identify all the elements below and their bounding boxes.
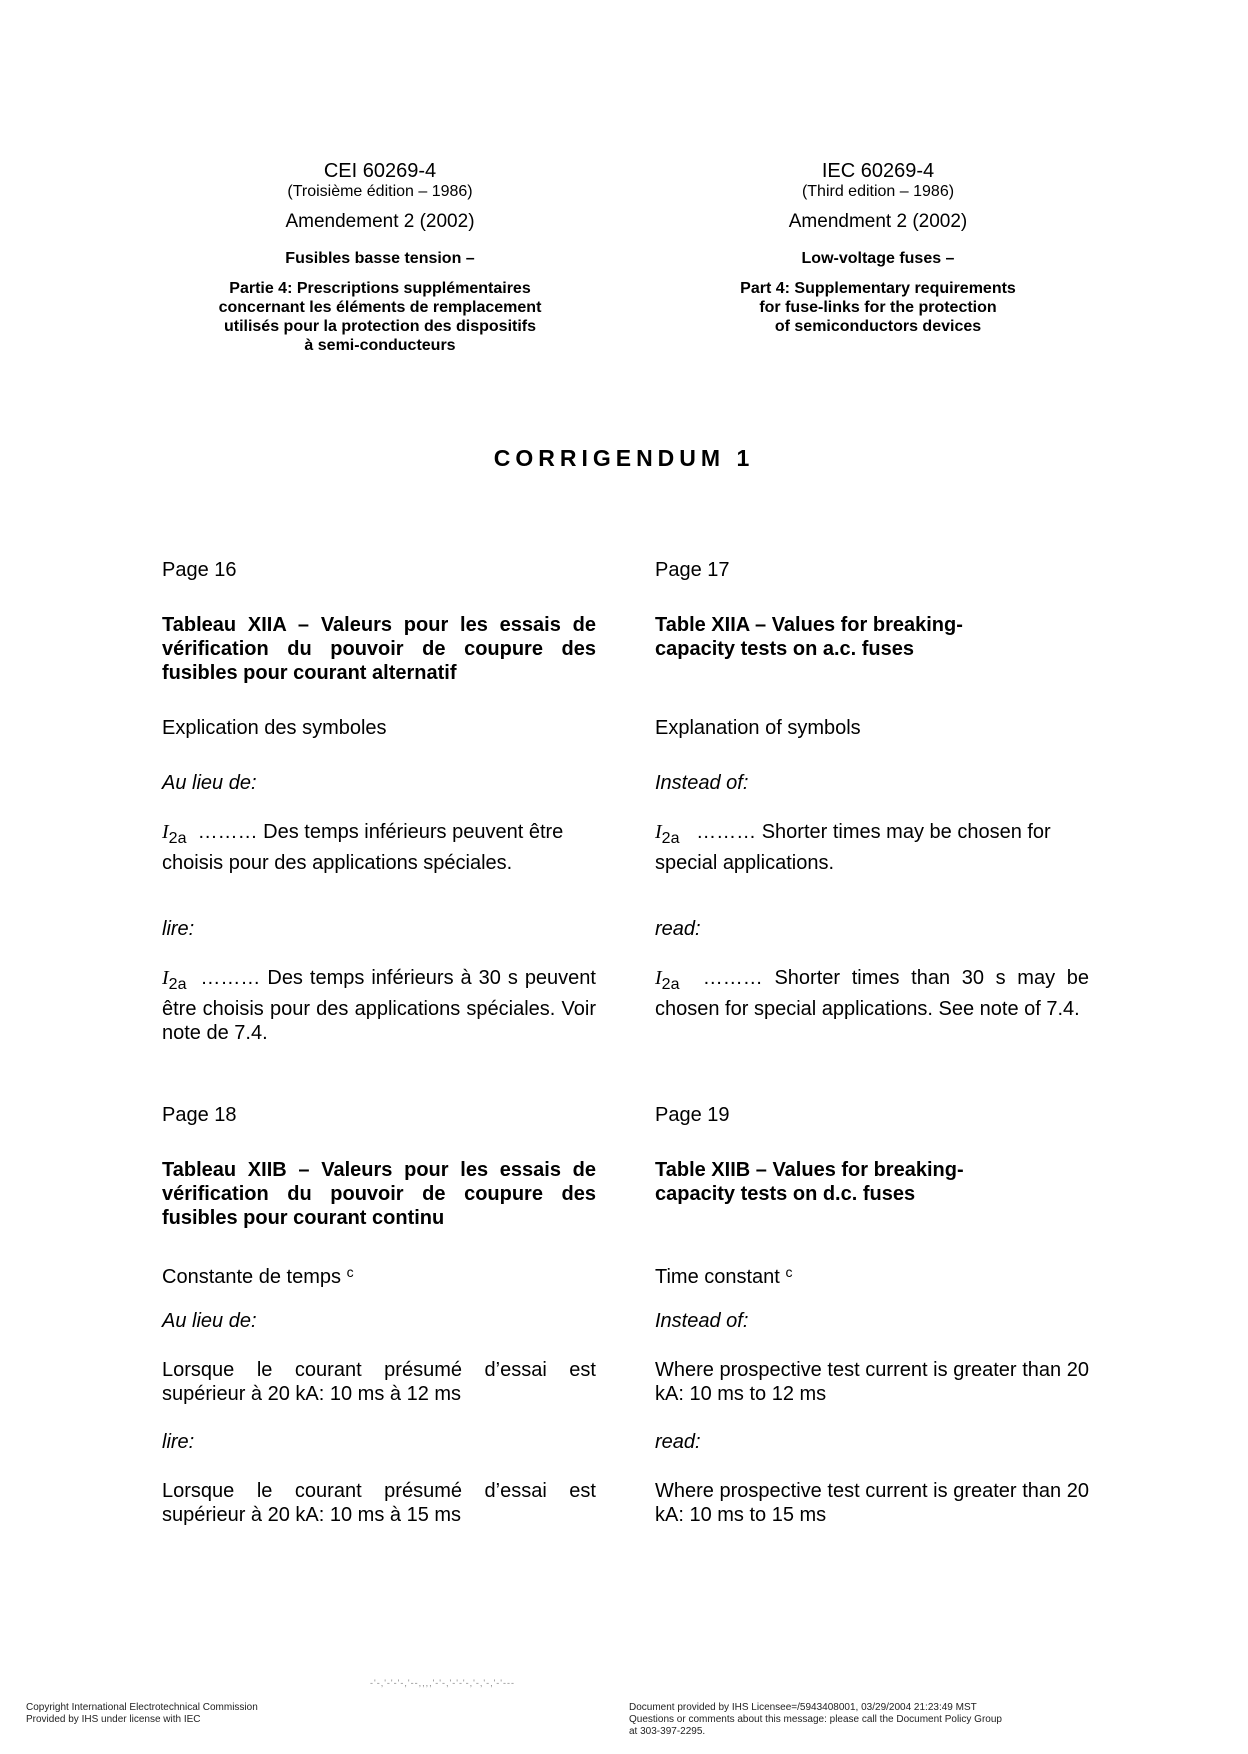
table-heading: Tableau XIIA – Valeurs pour les essais de vérification du pouvoir de coupure des fusibles pour courant alternatif [162, 614, 596, 684]
symbol-i2a: $I_{2a}$ [162, 821, 187, 847]
instead-label: Au lieu de: [162, 772, 257, 794]
document-title: CORRIGENDUM 1 [493, 445, 755, 471]
part-line: Part 4: Supplementary requirements [740, 280, 1016, 297]
subject-en: Low-voltage fuses – [801, 250, 955, 267]
part-line: à semi-conducteurs [304, 337, 456, 354]
amendment-fr: Amendement 2 (2002) [285, 211, 475, 232]
table-heading: Table XIIB – Values for breaking-capacity tests on d.c. fuses [655, 1159, 964, 1205]
part-line: Partie 4: Prescriptions supplémentaires [229, 280, 531, 297]
instead-label: Au lieu de: [162, 1310, 257, 1332]
page-number: Page 16 [162, 559, 237, 581]
read-label: read: [655, 1431, 701, 1453]
standard-ref-fr: CEI 60269-4 [323, 160, 437, 182]
read-label: lire: [162, 1431, 195, 1453]
scan-marks: -'-,'-'-'-,'--,,,,'-'-,'-'-'-,'-,'-,'-'--- [370, 1678, 516, 1688]
header-fr [170, 160, 590, 355]
symbol-i2a: $I_{2a}$ [655, 967, 680, 993]
footer-line: Questions or comments about this message: please call the Document Policy Group [629, 1714, 1002, 1725]
instead-text: Lorsque le courant présumé d’essai est supérieur à 20 kA: 10 ms à 12 ms [162, 1359, 596, 1405]
part-line: for fuse-links for the protection [759, 299, 997, 316]
amendment-en: Amendment 2 (2002) [788, 211, 968, 232]
table-heading: Tableau XIIB – Valeurs pour les essais de vérification du pouvoir de coupure des fusibles pour courant continu [162, 1159, 596, 1229]
header-en [668, 160, 1088, 336]
footer-line: Copyright International Electrotechnical Commission [26, 1702, 258, 1713]
part-line: utilisés pour la protection des dispositifs [223, 318, 537, 335]
page-number: Page 19 [655, 1104, 730, 1126]
footer-line: Document provided by IHS Licensee=/5943408001, 03/29/2004 21:23:49 MST [629, 1702, 977, 1713]
part-line: of semiconductors devices [774, 318, 982, 335]
standard-ref-en: IEC 60269-4 [821, 160, 935, 182]
symbol-i2a: $I_{2a}$ [655, 821, 680, 847]
instead-text: Where prospective test current is greater than 20 kA: 10 ms to 12 ms [655, 1359, 1089, 1405]
footer-line: at 303-397-2295. [629, 1726, 706, 1737]
subheading: Constante de temps $^c$ [162, 1264, 354, 1288]
subheading: Time constant $^c$ [655, 1264, 793, 1288]
read-label: read: [655, 918, 701, 940]
subject-fr: Fusibles basse tension – [285, 250, 475, 267]
part-title-en [668, 279, 1088, 336]
symbol-i2a: $I_{2a}$ [162, 967, 187, 993]
read-text: $I_{2a}$ ……… Shorter times than 30 s may be chosen for special applications. See note of 7.4. [655, 967, 1089, 1020]
read-label: lire: [162, 918, 195, 940]
part-title-fr [170, 279, 590, 355]
page-number: Page 17 [655, 559, 730, 581]
instead-label: Instead of: [655, 772, 749, 794]
footer-copyright [26, 1702, 258, 1726]
part-line: concernant les éléments de remplacement [218, 299, 542, 316]
instead-text: $I_{2a}$ ……… Des temps inférieurs peuvent être choisis pour des applications spéciales. [162, 821, 564, 874]
table-heading: Table XIIA – Values for breaking-capacity tests on a.c. fuses [655, 614, 963, 660]
read-text: $I_{2a}$ ……… Des temps inférieurs à 30 s peuvent être choisis pour des applications spéciales. Voir note de 7.4. [162, 967, 596, 1044]
subheading: Explanation of symbols [655, 717, 861, 739]
read-text: Lorsque le courant présumé d’essai est supérieur à 20 kA: 10 ms à 15 ms [162, 1480, 596, 1526]
page-number: Page 18 [162, 1104, 237, 1126]
instead-label: Instead of: [655, 1310, 749, 1332]
subheading: Explication des symboles [162, 717, 387, 739]
footer-license [629, 1702, 1002, 1738]
footer-line: Provided by IHS under license with IEC [26, 1714, 201, 1725]
instead-text: $I_{2a}$ ……… Shorter times may be chosen for special applications. [655, 821, 1051, 874]
read-text: Where prospective test current is greater than 20 kA: 10 ms to 15 ms [655, 1480, 1089, 1526]
edition-fr: (Troisième édition – 1986) [287, 183, 473, 200]
edition-en: (Third edition – 1986) [801, 183, 955, 200]
